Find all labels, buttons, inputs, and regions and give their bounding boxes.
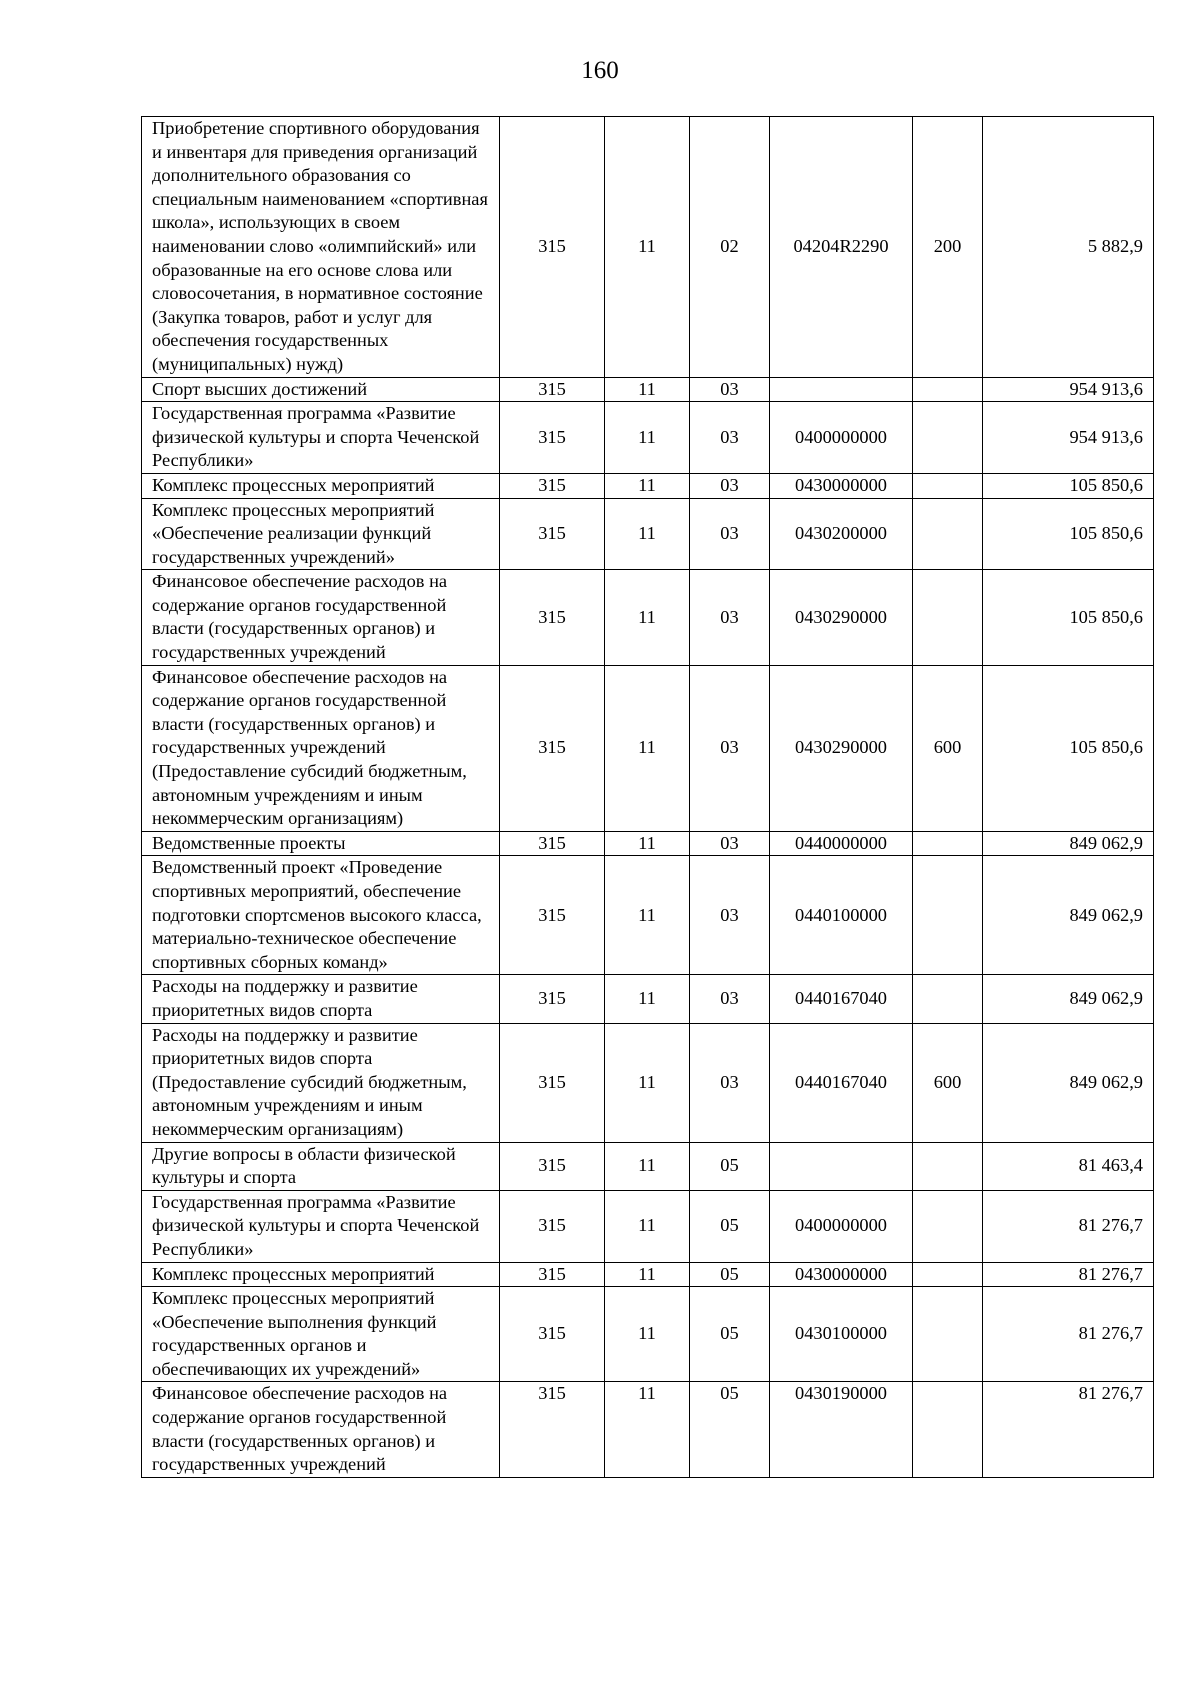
row-name: Комплекс процессных мероприятий «Обеспечение выполнения функций государственных органов и обеспечивающих их учреждений»	[142, 1287, 500, 1382]
table-row	[142, 570, 1154, 665]
row-amount: 81 276,7	[983, 1190, 1154, 1262]
row-name: Комплекс процессных мероприятий	[142, 1262, 500, 1287]
row-target-article: 0440167040	[770, 975, 913, 1023]
row-section-code: 11	[605, 1382, 690, 1477]
row-target-article: 0400000000	[770, 402, 913, 474]
table-row	[142, 1382, 1154, 1477]
row-subsection-code: 02	[690, 117, 770, 378]
row-amount: 849 062,9	[983, 831, 1154, 856]
row-section-code: 11	[605, 1190, 690, 1262]
row-ved-code: 315	[500, 1190, 605, 1262]
row-name: Расходы на поддержку и развитие приоритетных видов спорта	[142, 975, 500, 1023]
row-section-code: 11	[605, 117, 690, 378]
row-expense-type	[913, 473, 983, 498]
row-target-article: 0430290000	[770, 665, 913, 831]
row-subsection-code: 05	[690, 1382, 770, 1477]
row-expense-type	[913, 1287, 983, 1382]
row-name: Государственная программа «Развитие физической культуры и спорта Чеченской Республики»	[142, 1190, 500, 1262]
table-row	[142, 665, 1154, 831]
table-row	[142, 856, 1154, 975]
row-name: Спорт высших достижений	[142, 377, 500, 402]
table-row	[142, 1142, 1154, 1190]
row-name: Ведомственные проекты	[142, 831, 500, 856]
row-name: Финансовое обеспечение расходов на содержание органов государственной власти (государственных органов) и государственных учреждений (Предоставление субсидий бюджетным, автономным учреждениям и иным некоммерческим организациям)	[142, 665, 500, 831]
row-subsection-code: 03	[690, 473, 770, 498]
row-section-code: 11	[605, 665, 690, 831]
row-expense-type	[913, 856, 983, 975]
table-row	[142, 377, 1154, 402]
row-target-article: 0440100000	[770, 856, 913, 975]
row-expense-type	[913, 498, 983, 570]
row-ved-code: 315	[500, 975, 605, 1023]
row-section-code: 11	[605, 473, 690, 498]
row-amount: 954 913,6	[983, 402, 1154, 474]
table-row	[142, 975, 1154, 1023]
row-ved-code: 315	[500, 856, 605, 975]
row-subsection-code: 03	[690, 570, 770, 665]
row-ved-code: 315	[500, 1023, 605, 1142]
row-amount: 81 276,7	[983, 1287, 1154, 1382]
row-amount: 81 276,7	[983, 1382, 1154, 1477]
row-name: Другие вопросы в области физической культуры и спорта	[142, 1142, 500, 1190]
row-target-article: 04204R2290	[770, 117, 913, 378]
row-expense-type	[913, 377, 983, 402]
table-row	[142, 1287, 1154, 1382]
page-number: 160	[581, 57, 619, 84]
row-ved-code: 315	[500, 377, 605, 402]
row-ved-code: 315	[500, 831, 605, 856]
row-expense-type	[913, 1190, 983, 1262]
row-target-article: 0440000000	[770, 831, 913, 856]
row-expense-type	[913, 570, 983, 665]
row-amount: 81 463,4	[983, 1142, 1154, 1190]
row-subsection-code: 05	[690, 1287, 770, 1382]
row-ved-code: 315	[500, 473, 605, 498]
row-ved-code: 315	[500, 1262, 605, 1287]
row-target-article	[770, 377, 913, 402]
row-ved-code: 315	[500, 1382, 605, 1477]
row-subsection-code: 03	[690, 1023, 770, 1142]
row-amount: 105 850,6	[983, 665, 1154, 831]
row-name: Государственная программа «Развитие физической культуры и спорта Чеченской Республики»	[142, 402, 500, 474]
row-target-article: 0440167040	[770, 1023, 913, 1142]
row-subsection-code: 05	[690, 1142, 770, 1190]
row-subsection-code: 03	[690, 831, 770, 856]
row-amount: 849 062,9	[983, 975, 1154, 1023]
row-subsection-code: 03	[690, 498, 770, 570]
row-amount: 849 062,9	[983, 1023, 1154, 1142]
row-amount: 5 882,9	[983, 117, 1154, 378]
row-target-article: 0430200000	[770, 498, 913, 570]
row-amount: 954 913,6	[983, 377, 1154, 402]
row-subsection-code: 03	[690, 665, 770, 831]
row-section-code: 11	[605, 1262, 690, 1287]
row-expense-type	[913, 1262, 983, 1287]
row-ved-code: 315	[500, 498, 605, 570]
table-row	[142, 1262, 1154, 1287]
row-amount: 849 062,9	[983, 856, 1154, 975]
row-amount: 105 850,6	[983, 570, 1154, 665]
row-section-code: 11	[605, 1023, 690, 1142]
row-expense-type	[913, 402, 983, 474]
row-section-code: 11	[605, 377, 690, 402]
row-expense-type	[913, 831, 983, 856]
row-target-article: 0430190000	[770, 1382, 913, 1477]
row-target-article: 0400000000	[770, 1190, 913, 1262]
row-expense-type	[913, 1382, 983, 1477]
row-section-code: 11	[605, 831, 690, 856]
row-ved-code: 315	[500, 570, 605, 665]
row-subsection-code: 03	[690, 856, 770, 975]
row-expense-type	[913, 975, 983, 1023]
row-name: Расходы на поддержку и развитие приоритетных видов спорта (Предоставление субсидий бюджетным, автономным учреждениям и иным некоммерческим организациям)	[142, 1023, 500, 1142]
table-row	[142, 117, 1154, 378]
row-subsection-code: 03	[690, 377, 770, 402]
row-ved-code: 315	[500, 117, 605, 378]
row-target-article: 0430000000	[770, 473, 913, 498]
row-amount: 105 850,6	[983, 498, 1154, 570]
row-section-code: 11	[605, 570, 690, 665]
row-section-code: 11	[605, 1142, 690, 1190]
row-amount: 81 276,7	[983, 1262, 1154, 1287]
row-target-article	[770, 1142, 913, 1190]
row-subsection-code: 05	[690, 1262, 770, 1287]
row-amount: 105 850,6	[983, 473, 1154, 498]
row-ved-code: 315	[500, 1287, 605, 1382]
row-name: Комплекс процессных мероприятий	[142, 473, 500, 498]
table-row	[142, 498, 1154, 570]
row-target-article: 0430100000	[770, 1287, 913, 1382]
row-expense-type: 600	[913, 665, 983, 831]
table-row	[142, 402, 1154, 474]
table-row	[142, 473, 1154, 498]
row-section-code: 11	[605, 975, 690, 1023]
row-name: Ведомственный проект «Проведение спортивных мероприятий, обеспечение подготовки спортсменов высокого класса, материально-техническое обеспечение спортивных сборных команд»	[142, 856, 500, 975]
row-subsection-code: 05	[690, 1190, 770, 1262]
row-ved-code: 315	[500, 1142, 605, 1190]
row-section-code: 11	[605, 498, 690, 570]
row-subsection-code: 03	[690, 975, 770, 1023]
table-row	[142, 1023, 1154, 1142]
row-section-code: 11	[605, 402, 690, 474]
row-name: Комплекс процессных мероприятий «Обеспечение реализации функций государственных учреждений»	[142, 498, 500, 570]
row-expense-type: 600	[913, 1023, 983, 1142]
row-ved-code: 315	[500, 402, 605, 474]
table-body	[142, 117, 1154, 1478]
table-row	[142, 831, 1154, 856]
row-section-code: 11	[605, 856, 690, 975]
row-name: Финансовое обеспечение расходов на содержание органов государственной власти (государственных органов) и государственных учреждений	[142, 570, 500, 665]
row-section-code: 11	[605, 1287, 690, 1382]
table-row	[142, 1190, 1154, 1262]
row-ved-code: 315	[500, 665, 605, 831]
row-expense-type: 200	[913, 117, 983, 378]
row-expense-type	[913, 1142, 983, 1190]
row-name: Финансовое обеспечение расходов на содержание органов государственной власти (государственных органов) и государственных учреждений	[142, 1382, 500, 1477]
row-name: Приобретение спортивного оборудования и инвентаря для приведения организаций дополнительного образования со специальным наименованием «спортивная школа», использующих в своем наименовании слово «олимпийский» или образованные на его основе слова или словосочетания, в нормативное состояние (Закупка товаров, работ и услуг для обеспечения государственных (муниципальных) нужд)	[142, 117, 500, 378]
budget-table	[141, 116, 1154, 1478]
row-target-article: 0430290000	[770, 570, 913, 665]
row-subsection-code: 03	[690, 402, 770, 474]
row-target-article: 0430000000	[770, 1262, 913, 1287]
